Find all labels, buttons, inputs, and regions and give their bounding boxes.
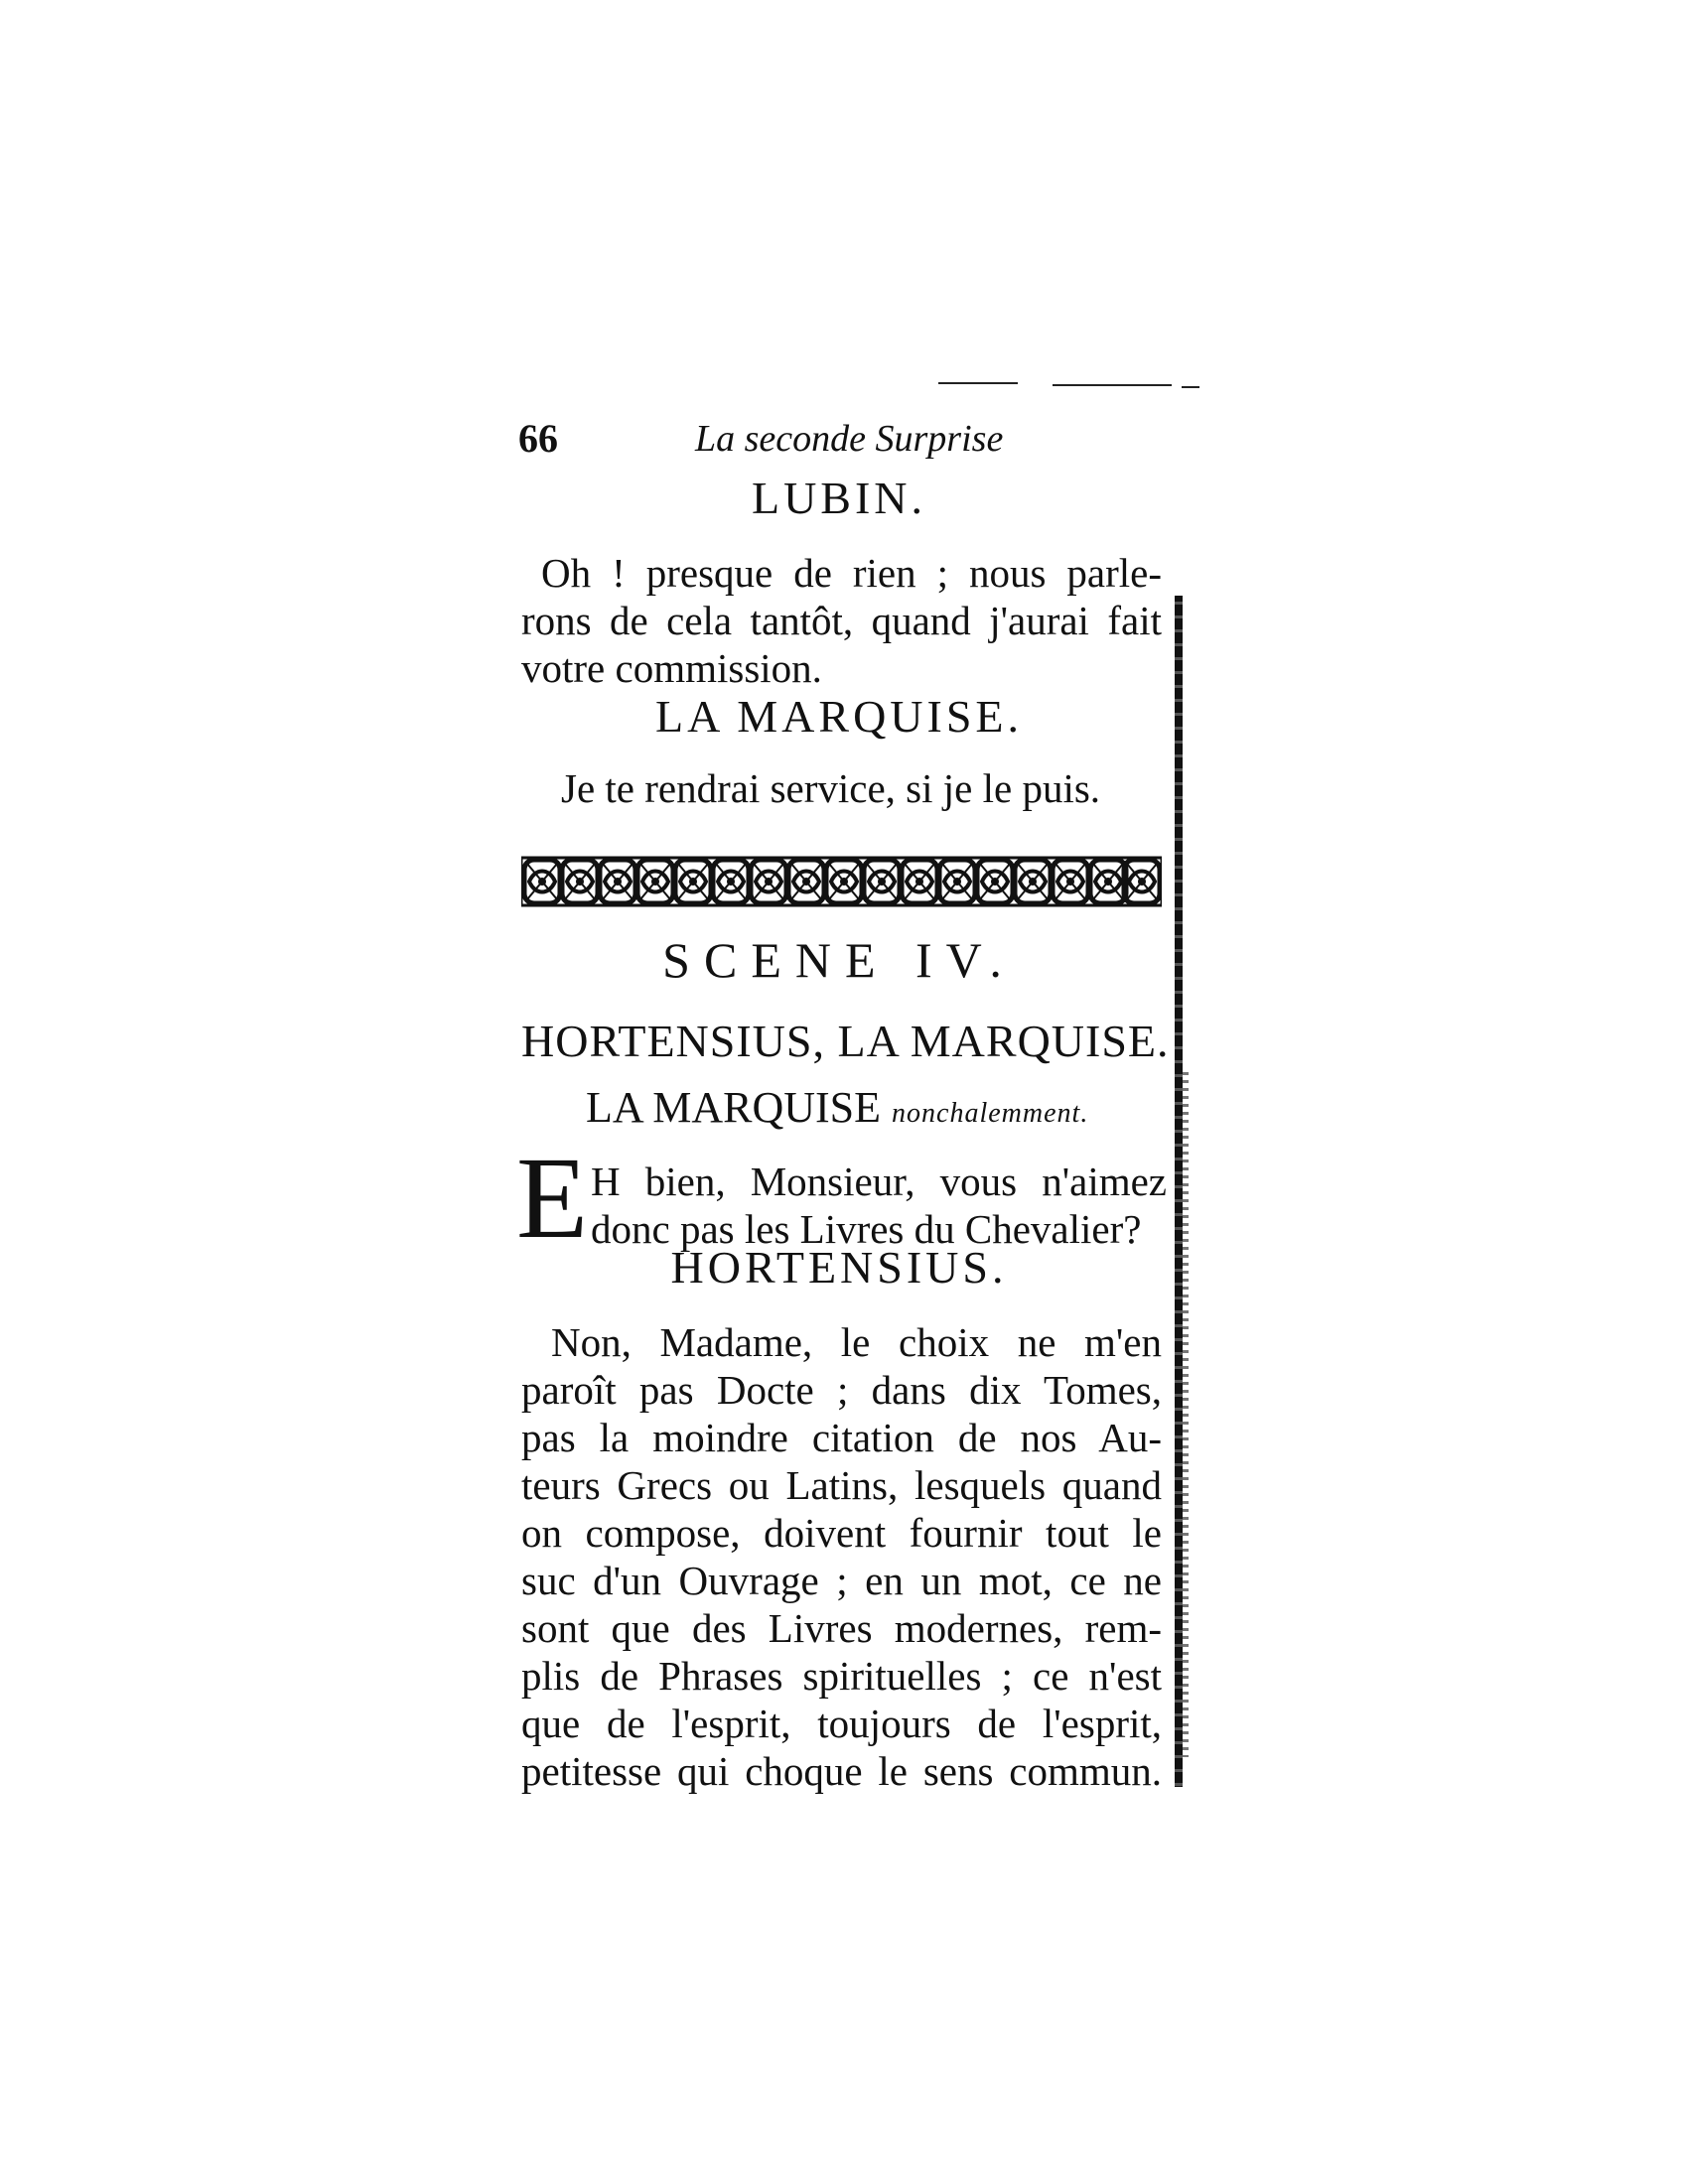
speaker-name: HORTENSIUS. (670, 1242, 1008, 1293)
text-line: paroît pas Docte ; dans dix Tomes, (521, 1367, 1162, 1413)
text-line: Non, Madame, le choix ne m'en (551, 1319, 1162, 1365)
top-rule (1182, 386, 1199, 388)
speaker-with-direction (586, 1082, 1088, 1133)
text-line: on compose, doivent fournir tout le (521, 1510, 1162, 1556)
text-line: suc d'un Ouvrage ; en un mot, ce ne (521, 1558, 1162, 1603)
text-line: sont que des Livres modernes, rem- (521, 1605, 1162, 1651)
stage-direction: nonchalemment. (892, 1098, 1089, 1129)
drop-cap: E (516, 1133, 589, 1263)
speaker-name: LUBIN. (751, 473, 927, 523)
page-binding-edge (1175, 596, 1183, 1787)
text-line: rons de cela tantôt, quand j'aurai fait (521, 598, 1162, 643)
top-rule (1053, 384, 1172, 386)
scene-title: SCENE IV. (662, 932, 1016, 988)
text-line: pas la moindre citation de nos Au- (521, 1415, 1162, 1460)
top-rule (938, 382, 1018, 384)
scene-characters: HORTENSIUS, LA MARQUISE. (521, 1016, 1170, 1066)
page-binding-edge (1183, 1072, 1189, 1757)
text-line: petitesse qui choque le sens commun. (521, 1748, 1162, 1794)
text-line: donc pas les Livres du Chevalier? (591, 1206, 1142, 1252)
text-line: plis de Phrases spirituelles ; ce n'est (521, 1653, 1162, 1699)
text-line: H bien, Monsieur, vous n'aimez (591, 1159, 1167, 1204)
text-line: votre commission. (521, 645, 822, 691)
speaker-name: LA MARQUISE (586, 1083, 882, 1132)
page-number: 66 (518, 416, 558, 461)
text-line: que de l'esprit, toujours de l'esprit, (521, 1701, 1162, 1746)
running-title: La seconde Surprise (695, 418, 1004, 460)
speaker-name: LA MARQUISE. (654, 691, 1024, 742)
text-line: teurs Grecs ou Latins, lesquels quand (521, 1462, 1162, 1508)
text-line: Je te rendrai service, si je le puis. (561, 765, 1101, 811)
decorative-knot-band-icon (521, 854, 1162, 909)
text-line: Oh ! presque de rien ; nous parle- (541, 550, 1162, 596)
